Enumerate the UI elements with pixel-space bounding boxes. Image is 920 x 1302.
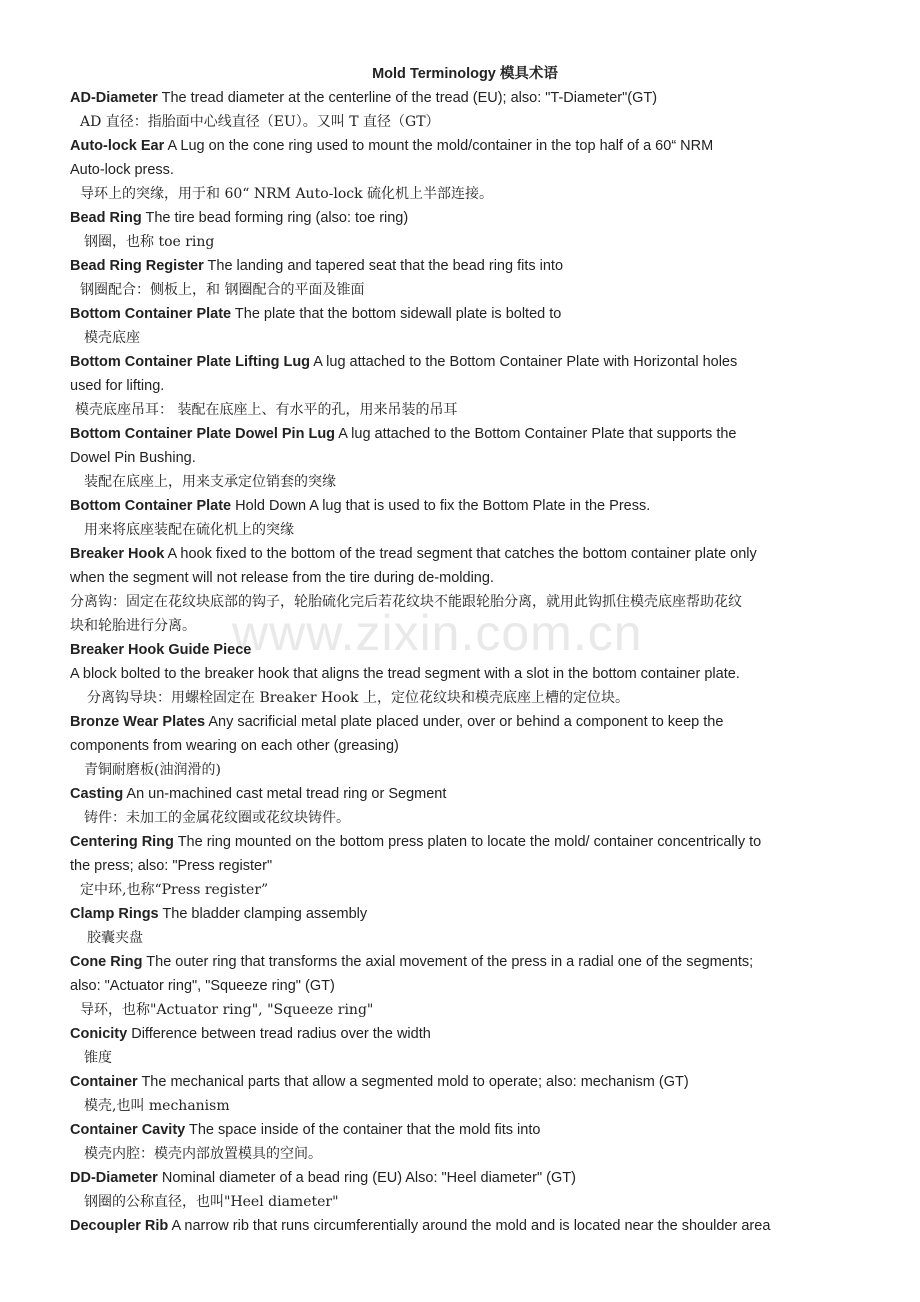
definition: An un-machined cast metal tread ring or Segment: [123, 786, 447, 802]
chinese-translation: 模壳内腔：模壳内部放置模具的空间。: [84, 1146, 322, 1162]
entry-bead-ring-register: [70, 254, 860, 278]
definition: The mechanical parts that allow a segmented mold to operate; also: mechanism (GT): [137, 1074, 689, 1090]
entry-bottom-container-plate-hold-down: [70, 494, 860, 518]
definition: The outer ring that transforms the axial movement of the press in a radial one of the segments;: [142, 954, 754, 970]
chinese-translation: 胶囊夹盘: [87, 930, 143, 946]
term: Bronze Wear Plates: [70, 714, 206, 730]
document-page: [70, 62, 860, 1238]
term: Bottom Container Plate Lifting Lug: [70, 354, 311, 370]
entry-breaker-hook-guide-piece: [70, 638, 860, 662]
chinese-translation: 钢圈配合：侧板上，和 钢圈配合的平面及锥面: [80, 282, 365, 298]
term: Bottom Container Plate: [70, 498, 232, 514]
chinese-translation: 铸件：未加工的金属花纹圈或花纹块铸件。: [84, 810, 350, 826]
definition: The landing and tapered seat that the bead ring fits into: [203, 258, 564, 274]
term: Container Cavity: [70, 1122, 186, 1138]
document-title: Mold Terminology 模具术语: [372, 66, 558, 82]
chinese-translation-continued: 块和轮胎进行分离。: [70, 618, 196, 634]
term: Auto-lock Ear: [70, 138, 165, 154]
definition-continued: also: "Actuator ring", "Squeeze ring" (GT): [70, 978, 335, 994]
term: Bottom Container Plate: [70, 306, 232, 322]
watermark: www.zixin.com.cn: [232, 605, 643, 661]
definition: A narrow rib that runs circumferentially around the mold and is located near the shoulder area: [168, 1218, 771, 1234]
definition: A lug attached to the Bottom Container Plate that supports the: [335, 426, 737, 442]
entry-auto-lock-ear: [70, 134, 860, 158]
definition: The space inside of the container that the mold fits into: [185, 1122, 541, 1138]
term: Decoupler Rib: [70, 1218, 169, 1234]
chinese-translation: 模壳,也叫 mechanism: [84, 1098, 230, 1114]
definition: The tread diameter at the centerline of the tread (EU); also: "T-Diameter"(GT): [157, 90, 658, 106]
entry-bottom-container-plate-dowel-pin-lug: [70, 422, 860, 446]
entry-centering-ring: [70, 830, 860, 854]
definition-continued: used for lifting.: [70, 378, 165, 394]
entry-clamp-rings: [70, 902, 860, 926]
chinese-translation: 定中环,也称“Press register”: [80, 882, 269, 898]
entry-decoupler-rib: [70, 1214, 860, 1238]
entry-bead-ring: [70, 206, 860, 230]
definition: The tire bead forming ring (also: toe ring): [141, 210, 409, 226]
term: AD-Diameter: [70, 90, 158, 106]
term: DD-Diameter: [70, 1170, 158, 1186]
term: Centering Ring: [70, 834, 174, 850]
entry-casting: [70, 782, 860, 806]
chinese-translation: 模壳底座: [84, 330, 140, 346]
entry-bottom-container-plate-lifting-lug: [70, 350, 860, 374]
definition: A block bolted to the breaker hook that aligns the tread segment with a slot in the bottom container plate.: [70, 666, 740, 682]
entry-container: [70, 1070, 860, 1094]
term: Bead Ring: [70, 210, 142, 226]
definition: The plate that the bottom sidewall plate is bolted to: [231, 306, 562, 322]
definition-continued: when the segment will not release from the tire during de-molding.: [70, 570, 494, 586]
chinese-translation: 分离钩导块：用螺栓固定在 Breaker Hook 上，定位花纹块和模壳底座上槽的定位块。: [87, 690, 629, 706]
term: Clamp Rings: [70, 906, 159, 922]
chinese-translation: 青铜耐磨板(油润滑的): [84, 762, 221, 778]
chinese-translation: 锥度: [84, 1050, 112, 1066]
chinese-translation: AD 直径：指胎面中心线直径（EU）。又叫 T 直径（GT）: [80, 114, 440, 130]
term: Breaker Hook Guide Piece: [70, 642, 252, 658]
term: Conicity: [70, 1026, 128, 1042]
definition: Nominal diameter of a bead ring (EU) Also: "Heel diameter" (GT): [157, 1170, 576, 1186]
entry-cone-ring: [70, 950, 860, 974]
chinese-translation: 导环，也称"Actuator ring", "Squeeze ring": [80, 1002, 374, 1018]
definition: Hold Down A lug that is used to fix the Bottom Plate in the Press.: [231, 498, 651, 514]
definition: The bladder clamping assembly: [158, 906, 368, 922]
definition: Any sacrificial metal plate placed under, over or behind a component to keep the: [205, 714, 724, 730]
term: Container: [70, 1074, 138, 1090]
chinese-translation: 模壳底座吊耳： 装配在底座上、有水平的孔，用来吊装的吊耳: [75, 402, 458, 418]
chinese-translation: 导环上的突缘，用于和 60“ NRM Auto-lock 硫化机上半部连接。: [80, 186, 494, 202]
chinese-translation: 分离钩：固定在花纹块底部的钩子，轮胎硫化完后若花纹块不能跟轮胎分离，就用此钩抓住模壳底座帮助花纹: [70, 594, 742, 610]
chinese-translation: 钢圈，也称 toe ring: [84, 234, 215, 250]
chinese-translation: 用来将底座装配在硫化机上的突缘: [84, 522, 294, 538]
entry-bottom-container-plate: [70, 302, 860, 326]
definition: Difference between tread radius over the width: [127, 1026, 431, 1042]
entry-ad-diameter: [70, 86, 860, 110]
entry-bronze-wear-plates: [70, 710, 860, 734]
term: Cone Ring: [70, 954, 143, 970]
definition: The ring mounted on the bottom press platen to locate the mold/ container concentrically to: [173, 834, 762, 850]
definition: A hook fixed to the bottom of the tread segment that catches the bottom container plate only: [164, 546, 757, 562]
definition-continued: Auto-lock press.: [70, 162, 174, 178]
definition-continued: components from wearing on each other (greasing): [70, 738, 399, 754]
chinese-translation: 钢圈的公称直径，也叫"Heel diameter": [84, 1194, 339, 1210]
entry-container-cavity: [70, 1118, 860, 1142]
term: Breaker Hook: [70, 546, 165, 562]
definition-continued: the press; also: "Press register": [70, 858, 273, 874]
definition: A Lug on the cone ring used to mount the mold/container in the top half of a 60“ NRM: [164, 138, 714, 154]
term: Casting: [70, 786, 124, 802]
definition-continued: Dowel Pin Bushing.: [70, 450, 196, 466]
entry-conicity: [70, 1022, 860, 1046]
entry-dd-diameter: [70, 1166, 860, 1190]
term: Bottom Container Plate Dowel Pin Lug: [70, 426, 336, 442]
definition: A lug attached to the Bottom Container Plate with Horizontal holes: [310, 354, 738, 370]
entry-breaker-hook: [70, 542, 860, 566]
chinese-translation: 装配在底座上，用来支承定位销套的突缘: [84, 474, 336, 490]
term: Bead Ring Register: [70, 258, 204, 274]
